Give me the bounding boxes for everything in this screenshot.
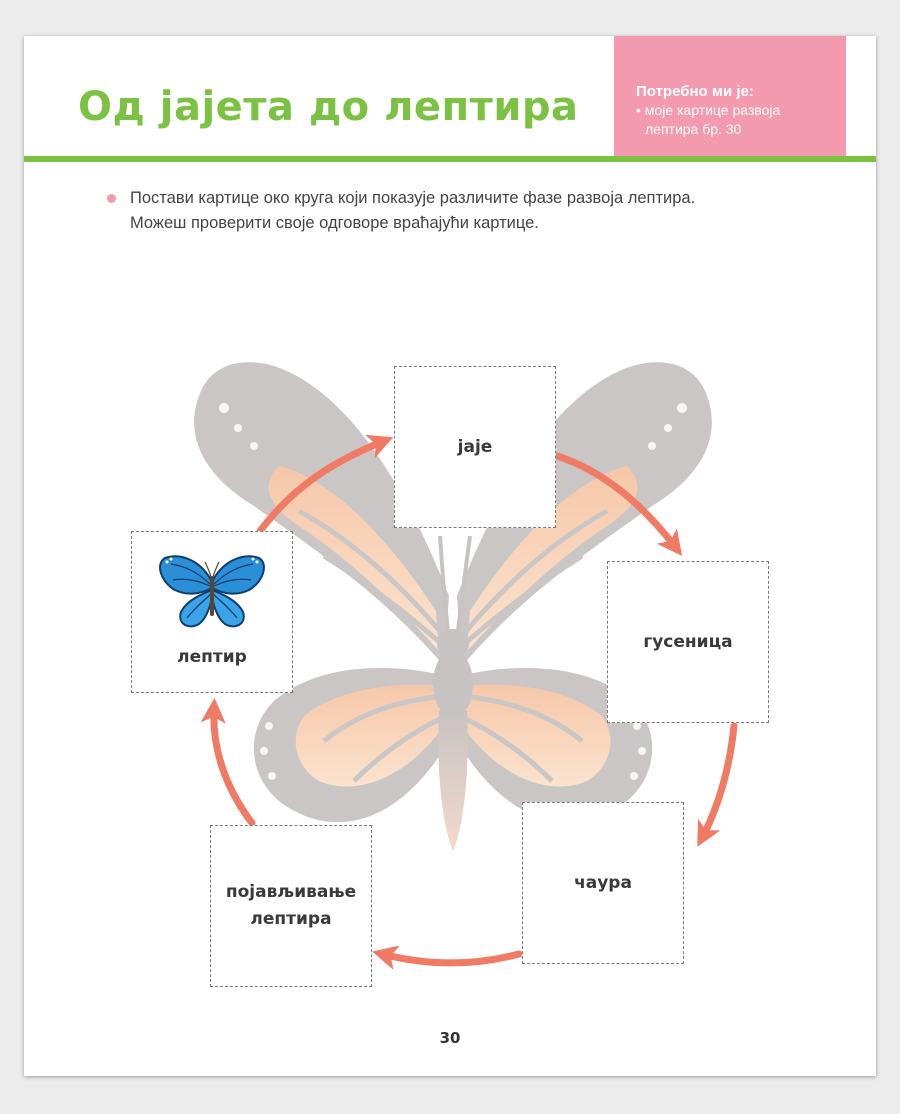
card-emergence-label-line1: појављивање bbox=[225, 882, 357, 902]
workbook-page bbox=[24, 36, 876, 1076]
card-egg-label: јаје bbox=[457, 436, 493, 457]
card-pupa[interactable] bbox=[522, 802, 684, 964]
page-number: 30 bbox=[439, 1029, 461, 1047]
arrow-pupa-to-emergence bbox=[382, 954, 519, 963]
instructions-line2: Можеш проверити своје одговоре враћајући картице. bbox=[130, 214, 539, 232]
card-egg[interactable] bbox=[394, 366, 556, 528]
card-emergence-label-line2: лептира bbox=[250, 909, 332, 929]
card-emergence[interactable] bbox=[210, 825, 372, 987]
card-butterfly-label: лептир bbox=[177, 647, 247, 667]
card-pupa-label: чаура bbox=[574, 872, 632, 893]
needs-heading: Потребно ми је: bbox=[636, 83, 754, 100]
card-caterpillar-label: гусеница bbox=[643, 631, 733, 652]
card-caterpillar[interactable] bbox=[607, 561, 769, 723]
arrow-emergence-to-butterfly bbox=[214, 708, 252, 823]
needs-item-line2: лептира бр. 30 bbox=[645, 121, 742, 137]
butterfly-abdomen bbox=[438, 711, 468, 851]
needs-item-line1: • моје картице развоја bbox=[636, 102, 781, 118]
card-butterfly[interactable] bbox=[131, 531, 293, 693]
arrow-caterpillar-to-pupa bbox=[702, 726, 734, 838]
instructions-line1: Постави картице око круга који показује различите фазе развоја лептира. bbox=[130, 189, 696, 207]
page-title: Од јајета до лептира bbox=[78, 84, 579, 130]
blue-butterfly-icon bbox=[157, 552, 267, 632]
butterfly-thorax bbox=[433, 650, 473, 718]
